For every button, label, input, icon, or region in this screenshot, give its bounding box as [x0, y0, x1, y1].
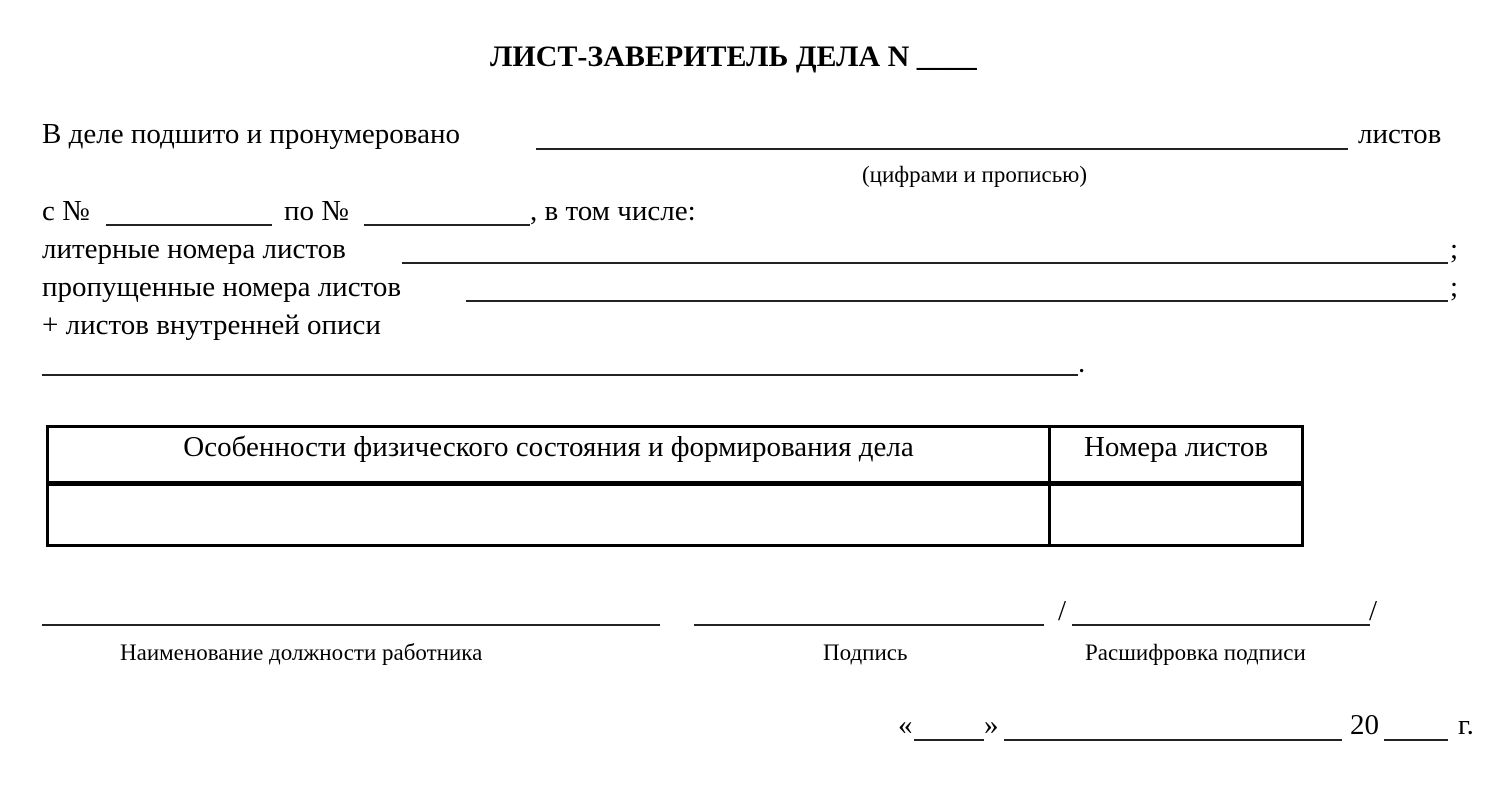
internal-inventory-end: . [1078, 347, 1086, 379]
table-header-condition: Особенности физического состояния и формирования дела [183, 431, 914, 463]
signature-caption: Подпись [823, 640, 908, 665]
from-number-label: с № [42, 195, 90, 227]
day-field[interactable] [914, 739, 984, 741]
to-number-field[interactable] [364, 224, 530, 226]
year-field[interactable] [1384, 739, 1448, 741]
sheets-count-label: В деле подшито и пронумеровано [42, 118, 460, 150]
including-label: , в том числе: [530, 195, 696, 227]
signature-field[interactable] [694, 624, 1044, 626]
internal-inventory-label: + листов внутренней описи [42, 309, 381, 341]
letter-numbers-label: литерные номера листов [42, 233, 346, 265]
missing-numbers-field[interactable] [466, 300, 1448, 302]
letter-numbers-end: ; [1450, 233, 1459, 265]
internal-inventory-field[interactable] [42, 374, 1078, 376]
condition-table [46, 425, 1304, 547]
table-cell-condition[interactable] [49, 488, 1048, 544]
date-quote-close: » [984, 709, 999, 741]
document-title: ЛИСТ-ЗАВЕРИТЕЛЬ ДЕЛА N ____ [490, 40, 977, 73]
decoding-slash-close: / [1369, 595, 1378, 627]
table-cell-sheet-numbers[interactable] [1051, 488, 1301, 544]
year-prefix: 20 [1350, 709, 1379, 741]
month-field[interactable] [1004, 739, 1342, 741]
position-caption: Наименование должности работника [120, 640, 483, 665]
signature-decoding-field[interactable] [1072, 624, 1370, 626]
sheets-count-field[interactable] [536, 148, 1348, 150]
missing-numbers-label: пропущенные номера листов [42, 271, 402, 303]
to-number-label: по № [284, 195, 349, 227]
date-quote-open: « [898, 709, 913, 741]
missing-numbers-end: ; [1450, 271, 1459, 303]
table-header-sheet-numbers: Номера листов [1083, 431, 1269, 463]
decoding-slash-open: / [1058, 595, 1067, 627]
sheets-suffix: листов [1358, 118, 1442, 150]
from-number-field[interactable] [106, 224, 272, 226]
table-header-separator [49, 481, 1301, 486]
decoding-caption: Расшифровка подписи [1085, 640, 1306, 665]
position-field[interactable] [42, 624, 660, 626]
year-suffix: г. [1458, 709, 1474, 741]
letter-numbers-field[interactable] [402, 262, 1448, 264]
sheets-count-hint: (цифрами и прописью) [862, 162, 1088, 187]
